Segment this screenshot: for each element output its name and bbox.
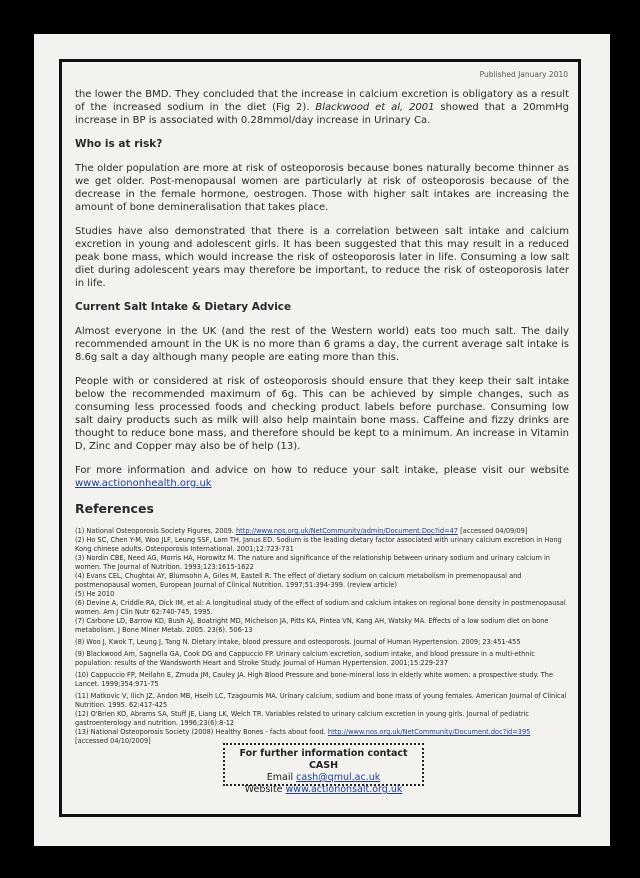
reference-item: (10) Cappuccio FP, Meilahn E, Zmuda JM, Cauley JA. High Blood Pressure and bone-mineral loss in elderly white women: a prospective study. The Lancet. 1999;354:971-75 xyxy=(75,671,554,688)
contact-email-link[interactable]: cash@qmul.ac.uk xyxy=(296,772,381,783)
document-body xyxy=(75,88,569,746)
reference-item: (9) Blackwood Am, Sagnella GA, Cook DG and Cappuccio FP. Urinary calcium excretion, sodium intake, and blood pressure in a multi-ethnic population: results of the Wandsworth Heart and Stroke Study. Journal of Human Hypertension. 2001;15:229-237 xyxy=(75,650,535,667)
nos-healthy-bones-link[interactable]: http://www.nos.org.uk/NetCommunity/Document.doc?id=395 xyxy=(327,728,531,736)
advice-paragraph-1: Almost everyone in the UK (and the rest of the Western world) eats too much salt. The daily recommended amount in the UK is no more than 6 grams a day, the current average salt intake is 8.6g salt a day although many people are eating more than this. xyxy=(75,326,569,363)
contact-email-line: Email cash@qmul.ac.uk xyxy=(266,772,381,783)
advice-text: For more information and advice on how to reduce your salt intake, please visit our website xyxy=(75,465,569,476)
reference-item: (5) He 2010 xyxy=(75,590,115,598)
who-heading: Who is at risk? xyxy=(75,138,163,150)
reference-item: (13) National Osteoporosis Society (2008) Healthy Bones - facts about food. http://www.nos.org.uk/NetCommunity/Document.doc?id=395 [accessed 04/10/2009] xyxy=(75,728,531,745)
reference-item: (7) Carbone LD, Barrow KD, Bush AJ, Boatright MD, Michelson JA, Pitts KA, Pintea VN, Kang AH, Watsky MA. Effects of a low sodium diet on bone metabolism. J Bone Miner Metab. 2005. 23(6). 506-13 xyxy=(75,617,549,634)
contact-title: For further information contact CASH xyxy=(239,748,408,771)
reference-item: (1) National Osteoporosis Society Figures, 2009. http://www.nos.org.uk/NetCommunity/admin/Document.Doc?id=47 [accessed 04/09/09] xyxy=(75,527,528,535)
nos-figures-link[interactable]: http://www.nos.org.uk/NetCommunity/admin/Document.Doc?id=47 xyxy=(235,527,458,535)
actiononsalt-link[interactable]: www.actiononsalt.org.uk xyxy=(285,784,403,795)
advice-heading: Current Salt Intake & Dietary Advice xyxy=(75,301,292,313)
published-date: Published January 2010 xyxy=(479,70,568,79)
intro-paragraph xyxy=(75,88,569,127)
intro-text-b: showed that a 20mmHg increase in BP is associated with 0.28mmol/day increase in Urinary Ca. xyxy=(75,102,569,126)
reference-item: (12) O'Brien KO, Abrams SA, Stuff JE, Liang LK, Welch TR. Variables related to urinary calcium excretion in young girls. Journal of pediatric gastroenterology and nutrition. 1996;23(6):8-12 xyxy=(75,710,530,727)
contact-website-line: Website www.actiononsalt.org.uk xyxy=(244,784,403,795)
reference-item: (4) Evans CEL, Chughtai AY, Blumsohn A, Giles M, Eastell R. The effect of dietary sodium on calcium metabolism in premenopausal and postmenopausal women, European Journal of Clinical Nutrition. 1997;51:394-399. (review article) xyxy=(75,572,522,589)
reference-item: (3) Nordin CBE, Need AG, Morris HA, Horowitz M. The nature and significance of the relationship between urinary sodium and urinary calcium in women. The Journal of Nutrition. 1993;123:1615-1622 xyxy=(75,554,550,571)
reference-item: (8) Woo J, Kwok T, Leung J, Tang N. Dietary intake, blood pressure and osteoporosis. Journal of Human Hypertension. 2009; 23:451-455 xyxy=(75,638,521,646)
intro-text-a: the lower the BMD. They concluded that the increase in calcium excretion is obligatory as a result of the increased sodium in the diet (Fig 2). xyxy=(75,89,569,113)
references-list xyxy=(75,527,569,746)
reference-item: (6) Devine A, Criddle RA, Dick IM, et al: A longitudinal study of the effect of sodium and calcium intakes on regional bone density in postmenopausal women. Am J Clin Nutr 62:740-745, 1995. xyxy=(75,599,566,616)
actiononhealth-link[interactable]: www.actiononhealth.org.uk xyxy=(75,478,212,489)
who-paragraph-2: Studies have also demonstrated that there is a correlation between salt intake and calcium excretion in young and adolescent girls. It has been suggested that this may result in a reduced peak bone mass, which would increase the risk of osteoporosis later in life. Consuming a low salt diet during adolescent years may therefore be important, to reduce the risk of osteoporosis later in life. xyxy=(75,226,569,289)
contact-box xyxy=(223,743,424,795)
advice-paragraph-3 xyxy=(75,464,569,490)
intro-citation: Blackwood et al, 2001 xyxy=(315,102,435,113)
advice-paragraph-2: People with or considered at risk of osteoporosis should ensure that they keep their salt intake below the recommended maximum of 6g. This can be achieved by simple changes, such as consuming less processed foods and checking product labels before purchase. Consuming low salt dairy products such as milk will also help maintain bone mass. Caffeine and fizzy drinks are thought to reduce bone mass, and therefore should be kept to a minimum. An increase in Vitamin D, Zinc and Copper may also be of help (13). xyxy=(75,376,569,452)
references-heading: References xyxy=(75,501,154,516)
reference-item: (11) Matkovic V, Ilich JZ, Andon MB, Hseih LC, Tzagournis MA. Urinary calcium, sodium and bone mass of young females. American Journal of Clinical Nutrition. 1995. 62:417-425 xyxy=(75,692,567,709)
who-paragraph-1: The older population are more at risk of osteoporosis because bones naturally become thinner as we get older. Post-menopausal women are particularly at risk of osteoporosis because of the decrease in the female hormone, oestrogen. Those with higher salt intakes are increasing the amount of bone demineralisation that takes place. xyxy=(75,163,569,213)
reference-item: (2) Ho SC, Chen Y-M, Woo JLF, Leung SSF, Lam TH, Janus ED. Sodium is the leading dietary factor associated with urinary calcium excretion in Hong Kong chinese adults. Osteoporosis International. 2001;12:723-731 xyxy=(75,536,562,553)
